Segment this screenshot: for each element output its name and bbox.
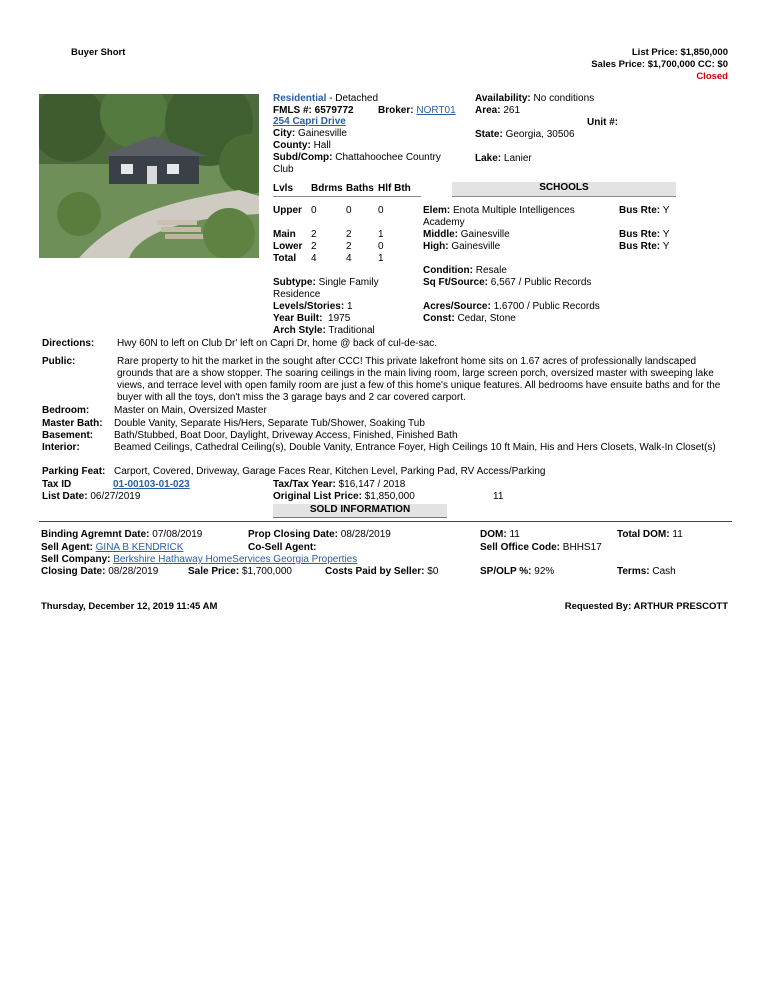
baths-header: Baths [346, 183, 374, 194]
tax-id-label: Tax ID [42, 479, 72, 490]
bus-route-elem: Bus Rte: Y [619, 205, 670, 216]
sell-agent: Sell Agent: GINA B KENDRICK [41, 542, 184, 553]
basement-features: Bath/Stubbed, Boat Door, Daylight, Driveway Access, Finished, Finished Bath [114, 430, 458, 441]
sale-price: Sale Price: $1,700,000 [188, 566, 292, 577]
report-datetime: Thursday, December 12, 2019 11:45 AM [41, 601, 218, 612]
report-title: Buyer Short [71, 47, 126, 58]
construction: Const: Cedar, Stone [423, 313, 516, 324]
public-remarks-label: Public: [42, 356, 76, 367]
bedroom-features: Master on Main, Oversized Master [114, 405, 267, 416]
square-footage: Sq Ft/Source: 6,567 / Public Records [423, 277, 592, 288]
half-baths-header: Hlf Bth [378, 183, 411, 194]
address-link[interactable]: 254 Capri Drive [273, 116, 346, 127]
sales-price: Sales Price: $1,700,000 CC: $0 [591, 59, 728, 70]
condition: Condition: Resale [423, 265, 507, 276]
directions-label: Directions: [42, 338, 95, 349]
bus-route-high: Bus Rte: Y [619, 241, 670, 252]
bath-count: 0 [346, 205, 352, 216]
master-bath-features: Double Vanity, Separate His/Hers, Separate Tub/Shower, Soaking Tub [114, 418, 425, 429]
tax-id-link[interactable]: 01-00103-01-023 [113, 479, 190, 490]
table-row: Upper [273, 205, 302, 216]
sell-company: Sell Company: Berkshire Hathaway HomeServices Georgia Properties [41, 554, 358, 565]
days-on-market: DOM: 11 [480, 529, 520, 540]
unit-number: Unit #: [587, 117, 619, 128]
year-built: Year Built: 1975 [273, 313, 351, 324]
parking-features: Carport, Covered, Driveway, Garage Faces Rear, Kitchen Level, Parking Pad, RV Access/Parking [114, 466, 546, 477]
olp-dom: 11 [493, 491, 504, 502]
bedrooms-header: Bdrms [311, 183, 343, 194]
table-row: Lower [273, 241, 303, 252]
bedroom-count: 4 [311, 253, 317, 264]
levels-header: Lvls [273, 183, 294, 194]
bedroom-count: 0 [311, 205, 317, 216]
county: County: Hall [273, 140, 331, 151]
co-sell-agent: Co-Sell Agent: [248, 542, 317, 553]
bedroom-label: Bedroom: [42, 405, 90, 416]
half-bath-count: 1 [378, 229, 384, 240]
bath-count: 2 [346, 229, 352, 240]
acres: Acres/Source: 1.6700 / Public Records [423, 301, 600, 312]
broker-link[interactable]: NORT01 [416, 105, 456, 116]
sell-office-code: Sell Office Code: BHHS17 [480, 542, 602, 553]
subdivision: Subd/Comp: Chattahoochee Country Club [273, 152, 441, 175]
list-date: List Date: 06/27/2019 [42, 491, 141, 502]
interior-features: Beamed Ceilings, Cathedral Ceiling(s), Double Vanity, Entrance Foyer, High Ceilings 10 ft Main, His and Hers Closets, Walk-In Closet(s) [114, 442, 716, 453]
table-row: Main [273, 229, 296, 240]
sp-olp-percent: SP/OLP %: 92% [480, 566, 555, 577]
prop-closing-date: Prop Closing Date: 08/28/2019 [248, 529, 391, 540]
area: Area: 261 [475, 105, 521, 116]
list-price: List Price: $1,850,000 [631, 47, 728, 58]
terms: Terms: Cash [617, 566, 676, 577]
directions: Hwy 60N to left on Club Dr' left on Capri Dr, home @ back of cul-de-sac. [117, 338, 437, 349]
original-list-price: Original List Price: $1,850,000 [273, 491, 415, 502]
public-remarks: Rare property to hit the market in the sought after CCC! This private lakefront home sits on 1.67 acres of professionally landscaped grounds that are a show stopper. The soaring ceilings in the main living room, large screen porch, oversized master with sweeping lake views, and terrace level with open family room are just a few of this home's unique features. All bedrooms have ensuite baths and for the buyer with all the toys, don't miss the 3 garage bays and 2 car covered carport. [117, 356, 721, 403]
city: City: Gainesville [273, 128, 347, 139]
basement-label: Basement: [42, 430, 94, 441]
high-school: High: Gainesville [423, 241, 501, 252]
requested-by: Requested By: ARTHUR PRESCOTT [564, 601, 728, 612]
closing-date: Closing Date: 08/28/2019 [41, 566, 159, 577]
master-bath-label: Master Bath: [42, 418, 103, 429]
property-photo [39, 94, 259, 258]
subtype: Subtype: Single Family Residence [273, 277, 379, 300]
sell-agent-link[interactable]: GINA B KENDRICK [95, 542, 184, 553]
middle-school: Middle: Gainesville [423, 229, 510, 240]
bath-count: 4 [346, 253, 352, 264]
property-type: Residential - Detached [273, 93, 379, 104]
bath-count: 2 [346, 241, 352, 252]
sold-information-header: SOLD INFORMATION [273, 504, 447, 518]
fmls-number: FMLS #: 6579772 [273, 105, 354, 116]
total-days-on-market: Total DOM: 11 [617, 529, 683, 540]
binding-agreement-date: Binding Agremnt Date: 07/08/2019 [41, 529, 203, 540]
arch-style: Arch Style: Traditional [273, 325, 375, 336]
sell-company-link[interactable]: Berkshire Hathaway HomeServices Georgia Properties [113, 554, 358, 565]
section-divider [39, 521, 732, 522]
interior-label: Interior: [42, 442, 80, 453]
half-bath-count: 0 [378, 241, 384, 252]
state: State: Georgia, 30506 [475, 129, 575, 140]
property-type-link[interactable]: Residential [273, 93, 327, 104]
broker: Broker: NORT01 [378, 105, 456, 116]
parking-label: Parking Feat: [42, 466, 106, 477]
schools-header: SCHOOLS [452, 182, 676, 197]
bedroom-count: 2 [311, 241, 317, 252]
lake: Lake: Lanier [475, 153, 532, 164]
bus-route-middle: Bus Rte: Y [619, 229, 670, 240]
tax-year: Tax/Tax Year: $16,147 / 2018 [273, 479, 406, 490]
table-row: Total [273, 253, 297, 264]
costs-paid-by-seller: Costs Paid by Seller: $0 [325, 566, 439, 577]
bedroom-count: 2 [311, 229, 317, 240]
half-bath-count: 0 [378, 205, 384, 216]
status-badge: Closed [696, 71, 728, 82]
elementary-school: Elem: Enota Multiple Intelligences Academy [423, 205, 575, 228]
levels-stories: Levels/Stories: 1 [273, 301, 353, 312]
half-bath-count: 1 [378, 253, 384, 264]
availability: Availability: No conditions [475, 93, 595, 104]
